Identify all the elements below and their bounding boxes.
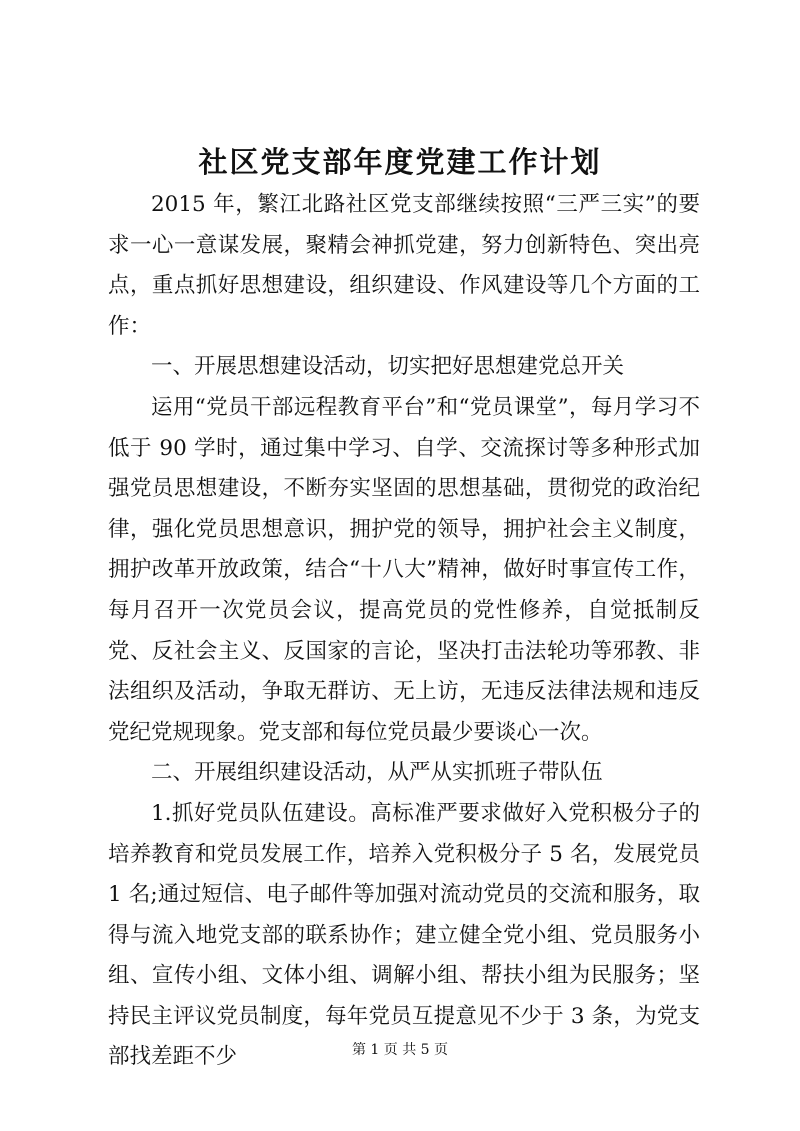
section-heading-1: 一、开展思想建设活动，切实把好思想建党总开关 <box>151 354 625 380</box>
paragraph-intro: 2015 年，繁江北路社区党支部继续按照“三严三实”的要求一心一意谋发展，聚精会神抓党建，努力创新特色、突出亮点，重点抓好思想建设，组织建设、作风建设等几个方面的工作： <box>108 192 700 339</box>
document-body <box>108 185 700 1078</box>
paragraph-section-2-item-1: 1.抓好党员队伍建设。高标准严要求做好入党积极分子的培养教育和党员发展工作，培养入党积极分子 5 名，发展党员 1 名;通过短信、电子邮件等加强对流动党员的交流和服务，取得与流入地党支部的联系协作；建立健全党小组、党员服务小组、宣传小组、文体小组、调解小组、帮扶小组为民服务；坚持民主评议党员制度，每年党员互提意见不少于 3 条，为党支部找差距不少 <box>108 800 700 1070</box>
paragraph-section-1: 运用“党员干部远程教育平台”和“党员课堂”，每月学习不低于 90 学时，通过集中学习、自学、交流探讨等多种形式加强党员思想建设，不断夯实坚固的思想基础，贯彻党的政治纪律，强化党员思想意识，拥护党的领导，拥护社会主义制度，拥护改革开放政策，结合“十八大”精神，做好时事宣传工作，每月召开一次党员会议，提高党员的党性修养，自觉抵制反党、反社会主义、反国家的言论，坚决打击法轮功等邪教、非法组织及活动，争取无群访、无上访，无违反法律法规和违反党纪党规现象。党支部和每位党员最少要谈心一次。 <box>108 394 700 745</box>
page-number-footer: 第 1 页 共 5 页 <box>351 1042 449 1058</box>
section-heading-2: 二、开展组织建设活动，从严从实抓班子带队伍 <box>151 760 603 786</box>
document-title: 社区党支部年度党建工作计划 <box>198 145 602 179</box>
